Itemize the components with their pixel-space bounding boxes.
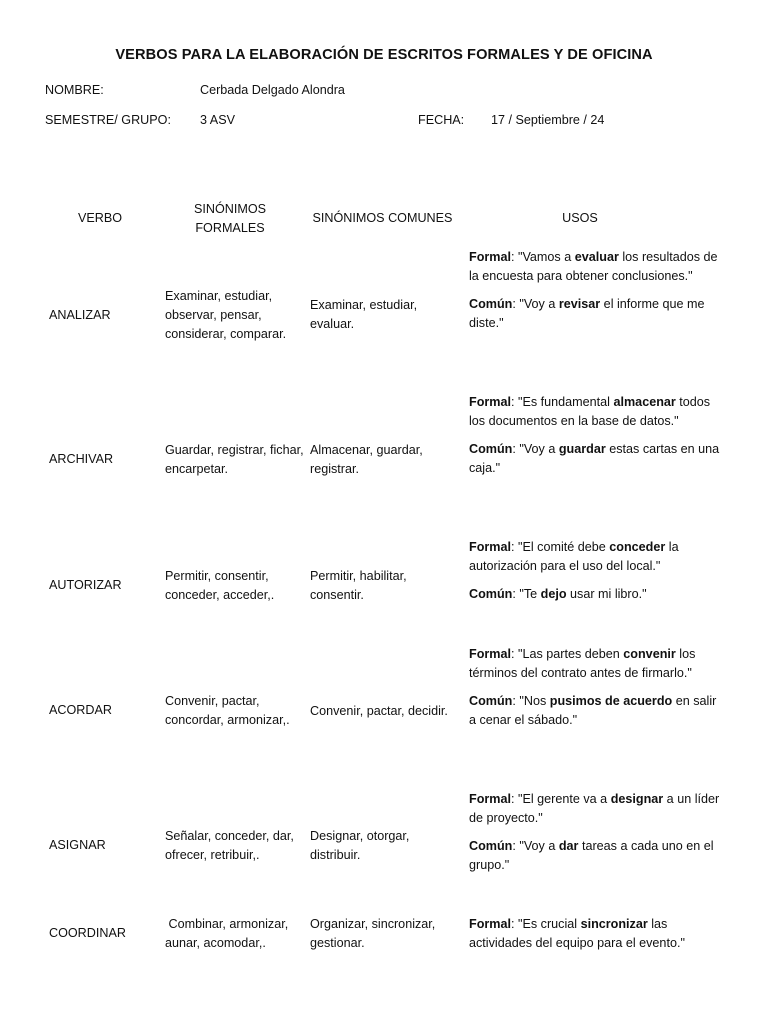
usage-cell — [469, 915, 724, 953]
verb-cell: ANALIZAR — [49, 308, 111, 322]
column-header-sinonimos-comunes: SINÓNIMOS COMUNES — [312, 211, 453, 225]
usage-label: Común — [469, 839, 513, 853]
common-synonyms-cell: Examinar, estudiar, evaluar. — [310, 298, 418, 331]
highlighted-verb: dar — [558, 839, 579, 853]
formal-usage-example — [469, 645, 724, 683]
usage-text: : "Te — [512, 587, 541, 601]
highlighted-verb: dejo — [540, 587, 567, 601]
fecha-value: 17 / Septiembre / 24 — [491, 113, 605, 127]
usage-label: Formal — [469, 647, 511, 661]
usage-cell — [469, 393, 724, 478]
highlighted-verb: convenir — [623, 647, 676, 661]
usage-text: en salir a cenar el sábado." — [469, 694, 717, 727]
usage-label: Formal — [469, 395, 511, 409]
semestre-value: 3 ASV — [200, 113, 236, 127]
usage-cell — [469, 645, 724, 730]
usage-text: las actividades del equipo para el evento." — [469, 917, 685, 950]
usage-label: Formal — [469, 792, 511, 806]
usage-label: Formal — [469, 540, 511, 554]
usage-text: : "Las partes deben — [511, 647, 624, 661]
common-usage-example — [469, 692, 724, 730]
common-usage-example — [469, 837, 724, 875]
usage-label: Común — [469, 587, 513, 601]
formal-usage-example — [469, 915, 724, 953]
common-synonyms-cell: Designar, otorgar, distribuir. — [310, 829, 410, 862]
usage-label: Formal — [469, 250, 511, 264]
verb-cell: COORDINAR — [49, 926, 126, 940]
formal-usage-example — [469, 538, 724, 576]
usage-text: : "Nos — [512, 694, 550, 708]
column-header-verbo: VERBO — [77, 211, 123, 225]
highlighted-verb: evaluar — [574, 250, 619, 264]
usage-text: usar mi libro." — [566, 587, 647, 601]
document-title: VERBOS PARA LA ELABORACIÓN DE ESCRITOS FORMALES Y DE OFICINA — [115, 47, 653, 63]
common-usage-example — [469, 440, 724, 478]
usage-text: : "El gerente va a — [511, 792, 611, 806]
highlighted-verb: revisar — [558, 297, 601, 311]
usage-text: el informe que me diste." — [469, 297, 705, 330]
usage-text: : "Voy a — [512, 297, 559, 311]
highlighted-verb: pusimos de acuerdo — [549, 694, 673, 708]
usage-text: : "Voy a — [512, 839, 559, 853]
usage-text: : "El comité debe — [511, 540, 610, 554]
usage-text: : "Es crucial — [511, 917, 581, 931]
verb-cell: AUTORIZAR — [49, 578, 122, 592]
common-synonyms-cell: Permitir, habilitar, consentir. — [310, 569, 407, 602]
common-synonyms-cell: Almacenar, guardar, registrar. — [310, 443, 423, 476]
usage-text: : "Es fundamental — [511, 395, 614, 409]
usage-cell — [469, 538, 724, 604]
formal-synonyms-cell: Señalar, conceder, dar, ofrecer, retribuir,. — [165, 829, 294, 862]
usage-text: a un líder de proyecto." — [469, 792, 720, 825]
formal-synonyms-cell: Permitir, consentir, conceder, acceder,. — [165, 569, 275, 602]
nombre-value: Cerbada Delgado Alondra — [200, 83, 345, 97]
formal-usage-example — [469, 790, 724, 828]
verb-cell: ASIGNAR — [49, 838, 106, 852]
common-synonyms-cell: Organizar, sincronizar, gestionar. — [310, 917, 436, 950]
common-usage-example — [469, 585, 724, 604]
highlighted-verb: guardar — [558, 442, 606, 456]
usage-text: : "Voy a — [512, 442, 559, 456]
fecha-label: FECHA: — [418, 113, 465, 127]
usage-text: : "Vamos a — [511, 250, 575, 264]
usage-text: los términos del contrato antes de firmarlo." — [469, 647, 696, 680]
common-usage-example — [469, 295, 724, 333]
column-header-sinonimos-formales: SINÓNIMOS FORMALES — [193, 202, 267, 235]
formal-synonyms-cell: Convenir, pactar, concordar, armonizar,. — [165, 694, 290, 727]
formal-synonyms-cell: Examinar, estudiar, observar, pensar, considerar, comparar. — [165, 289, 287, 341]
formal-synonyms-cell: Combinar, armonizar, aunar, acomodar,. — [165, 917, 292, 950]
highlighted-verb: almacenar — [613, 395, 676, 409]
semestre-label: SEMESTRE/ GRUPO: — [45, 113, 171, 127]
usage-cell — [469, 248, 724, 333]
common-synonyms-cell: Convenir, pactar, decidir. — [310, 704, 448, 718]
highlighted-verb: conceder — [609, 540, 666, 554]
formal-synonyms-cell: Guardar, registrar, fichar, encarpetar. — [165, 443, 304, 476]
usage-text: los resultados de la encuesta para obtener conclusiones." — [469, 250, 718, 283]
formal-usage-example — [469, 248, 724, 286]
usage-text: estas cartas en una caja." — [469, 442, 720, 475]
verb-cell: ACORDAR — [49, 703, 112, 717]
usage-label: Común — [469, 694, 513, 708]
usage-text: tareas a cada uno en el grupo." — [469, 839, 714, 872]
usage-label: Formal — [469, 917, 511, 931]
usage-cell — [469, 790, 724, 875]
highlighted-verb: designar — [610, 792, 664, 806]
usage-label: Común — [469, 442, 513, 456]
nombre-label: NOMBRE: — [45, 83, 104, 97]
usage-label: Común — [469, 297, 513, 311]
usage-text: todos los documentos en la base de datos." — [469, 395, 711, 428]
highlighted-verb: sincronizar — [580, 917, 648, 931]
usage-text: la autorización para el uso del local." — [469, 540, 679, 573]
verb-cell: ARCHIVAR — [49, 452, 114, 466]
formal-usage-example — [469, 393, 724, 431]
column-header-usos: USOS — [562, 211, 598, 225]
